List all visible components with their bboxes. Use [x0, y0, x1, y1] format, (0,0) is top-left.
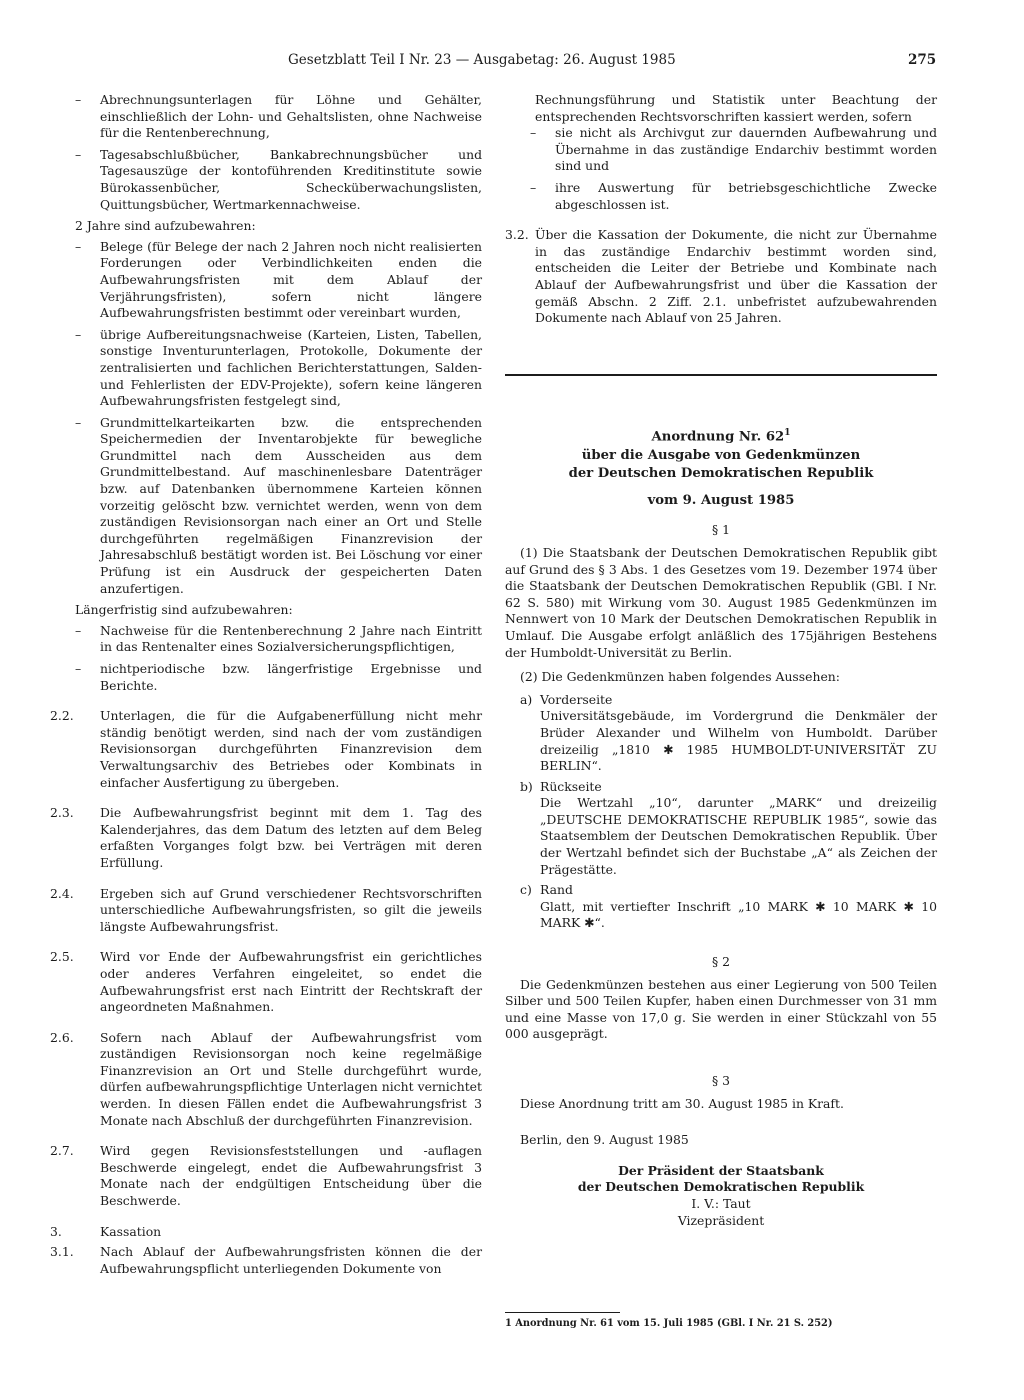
- list-item: – ihre Auswertung für betriebsgeschichtliche Zwecke abgeschlossen ist.: [530, 179, 937, 212]
- ordinance-title-line: der Deutschen Demokratischen Republik: [568, 466, 874, 482]
- section-divider: [505, 374, 937, 376]
- coin-side-item: c) Rand Glatt, mit vertiefter Inschrift „10 MARK ✱ 10 MARK ✱ 10 MARK ✱“.: [520, 882, 937, 931]
- section-3-text: Diese Anordnung tritt am 30. August 1985 in Kraft.: [520, 1095, 844, 1111]
- continuation-text: Rechnungsführung und Statistik unter Beachtung der entsprechenden Rechtsvorschriften kassiert werden, sofern: [535, 92, 937, 124]
- footnote-divider: [505, 1312, 620, 1313]
- signer-name: I. V.: Taut: [691, 1195, 751, 1211]
- numbered-paragraph: 3.1. Nach Ablauf der Aufbewahrungsfristen können die der Aufbewahrungspflicht unterliegenden Dokumente von: [50, 1244, 482, 1276]
- section-1-heading: § 1: [711, 522, 731, 538]
- place-date: Berlin, den 9. August 1985: [520, 1132, 689, 1148]
- numbered-paragraph: 2.2. Unterlagen, die für die Aufgabenerfüllung nicht mehr ständig benötigt werden, sind nach der vom zuständigen Revisionsorgan durchgeführten Finanzrevision dem Verwaltungsarchiv des Betriebes oder Kombinats in einfacher Ausfertigung zu übergeben.: [50, 708, 482, 790]
- coin-side-item: b) Rückseite Die Wertzahl „10“, darunter „MARK“ und dreizeilig „DEUTSCHE DEMOKRATISCHE REPUBLIK 1985“, sowie das Staatsemblem der Deutschen Demokratischen Republik. Über der Wertzahl befindet sich der Buchstabe „A“ als Zeichen der Prägestätte.: [520, 778, 937, 877]
- section-2-text: Die Gedenkmünzen bestehen aus einer Legierung von 500 Teilen Silber und 500 Teilen Kupfer, haben einen Durchmesser von 31 mm und eine Masse von 17,0 g. Sie werden in einer Stückzahl von 55 000 ausgeprägt.: [505, 976, 937, 1042]
- retention-2-years-heading: 2 Jahre sind aufzubewahren:: [75, 218, 256, 234]
- section-1-paragraph-1: (1) Die Staatsbank der Deutschen Demokratischen Republik gibt auf Grund des § 3 Abs. 1 des Gesetzes vom 19. Dezember 1974 über die Staatsbank der Deutschen Demokratischen Republik (GBl. I Nr. 62 S. 580) mit Wirkung vom 30. August 1985 Gedenkmünzen im Nennwert von 10 Mark der Deutschen Demokratischen Republik in Umlauf. Die Ausgabe erfolgt anläßlich des 175jährigen Bestehens der Humboldt-Universität zu Berlin.: [505, 544, 937, 660]
- signer-title: Der Präsident der Staatsbank: [618, 1162, 824, 1178]
- left-column: [50, 92, 482, 1291]
- section-2-heading: § 2: [711, 954, 731, 970]
- numbered-paragraph: 2.3. Die Aufbewahrungsfrist beginnt mit dem 1. Tag des Kalenderjahres, das dem Datum des letzten auf dem Beleg erfaßten Vorganges folgt bzw. bei Verträgen mit deren Erfüllung.: [50, 805, 482, 870]
- coin-side-item: a) Vorderseite Universitätsgebäude, im Vordergrund die Denkmäler der Brüder Alexander und Wilhelm von Humboldt. Darüber dreizeilig „1810 ✱ 1985 HUMBOLDT-UNIVERSITÄT ZU BERLIN“.: [520, 691, 937, 774]
- signer-role: Vizepräsident: [677, 1212, 765, 1228]
- list-item: – Tagesabschlußbücher, Bankabrechnungsbücher und Tagesauszüge der kontoführenden Kreditinstitute sowie Bürokassenbücher, Schecküberwachungslisten, Quittungsbücher, Wertmarkennachweise.: [75, 146, 482, 212]
- list-item: – Grundmittelkarteikarten bzw. die entsprechenden Speichermedien der Inventarobjekte für bewegliche Grundmittel nach dem Ausscheiden aus dem Grundmittelbestand. Auf maschinenlesbare Datenträger bzw. auf Datenbanken übernommene Karteien können vorzeitig gelöscht bzw. vernichtet werden, wenn von dem zuständigen Revisionsorgan nach einer an Ort und Stelle durchgeführten regelmäßigen Finanzrevision der Jahresabschluß bestätigt worden ist. Bei Löschung vor einer Prüfung ist ein Ausdruck der gespeicherten Daten anzufertigen.: [75, 414, 482, 596]
- numbered-paragraph: 2.4. Ergeben sich auf Grund verschiedener Rechtsvorschriften unterschiedliche Aufbewahrungsfristen, so gilt die jeweils längste Aufbewahrungsfrist.: [50, 885, 482, 934]
- footnote: 1 Anordnung Nr. 61 vom 15. Juli 1985 (GBl. I Nr. 21 S. 252): [505, 1318, 833, 1329]
- ordinance-title-line: Anordnung Nr. 62: [651, 429, 785, 445]
- section-3-heading: § 3: [711, 1073, 731, 1089]
- section-1-paragraph-2: (2) Die Gedenkmünzen haben folgendes Aussehen:: [520, 669, 840, 685]
- numbered-paragraph: 2.5. Wird vor Ende der Aufbewahrungsfrist ein gerichtliches oder anderes Verfahren eingeleitet, so endet die Aufbewahrungsfrist erst nach Eintritt der Rechtskraft der angeordneten Maßnahmen.: [50, 949, 482, 1015]
- list-item: – sie nicht als Archivgut zur dauernden Aufbewahrung und Übernahme in das zuständige Endarchiv bestimmt worden sind und: [530, 125, 937, 174]
- list-item: – Abrechnungsunterlagen für Löhne und Gehälter, einschließlich der Lohn- und Gehaltslisten, ohne Nachweise für die Rentenberechnung,: [75, 92, 482, 141]
- list-item: – Belege (für Belege der nach 2 Jahren noch nicht realisierten Forderungen oder Verbindlichkeiten enden die Aufbewahrungsfristen mit dem Ablauf der Verjährungsfristen), sofern nicht längere Aufbewahrungsfristen bestimmt oder vereinbart wurden,: [75, 238, 482, 321]
- numbered-paragraph: 2.6. Sofern nach Ablauf der Aufbewahrungsfrist vom zuständigen Revisionsorgan noch keine regelmäßige Finanzrevision an Ort und Stelle durchgeführt wurde, dürfen aufbewahrungspflichtige Unterlagen nicht vernichtet werden. In diesen Fällen endet die Aufbewahrungsfrist 3 Monate nach Abschluß der durchgeführten Finanzrevision.: [50, 1029, 482, 1128]
- signer-title: der Deutschen Demokratischen Republik: [577, 1179, 865, 1195]
- ordinance-title: [505, 424, 937, 1229]
- retention-longer-heading: Längerfristig sind aufzubewahren:: [75, 602, 293, 618]
- numbered-paragraph: 3.2. Über die Kassation der Dokumente, die nicht zur Übernahme in das zuständige Endarchiv bestimmt worden sind, entscheiden die Leiter der Betriebe und Kombinate nach Ablauf der Aufbewahrungsfrist und über die Kassation der gemäß Abschn. 2 Ziff. 2.1. unbefristet aufzubewahrenden Dokumente nach Ablauf von 25 Jahren.: [505, 227, 937, 326]
- page-number: 275: [908, 52, 937, 68]
- ordinance-date: vom 9. August 1985: [647, 492, 795, 508]
- ordinance-title-line: über die Ausgabe von Gedenkmünzen: [581, 447, 861, 463]
- right-column: [505, 92, 937, 341]
- running-header: Gesetzblatt Teil I Nr. 23 — Ausgabetag: 26. August 1985: [288, 52, 676, 68]
- numbered-paragraph: 2.7. Wird gegen Revisionsfeststellungen und -auflagen Beschwerde eingelegt, endet die Aufbewahrungsfrist 3 Monate nach der endgültigen Entscheidung über die Beschwerde.: [50, 1143, 482, 1209]
- footnote-marker: 1: [784, 428, 791, 438]
- section-heading-kassation: 3. Kassation: [50, 1223, 162, 1239]
- list-item: – nichtperiodische bzw. längerfristige Ergebnisse und Berichte.: [75, 661, 482, 693]
- list-item: – übrige Aufbereitungsnachweise (Karteien, Listen, Tabellen, sonstige Inventurunterlagen, Protokolle, Dokumente der zentralisierten und fachlichen Berichterstattungen, Salden- und Fehlerlisten der EDV-Projekte), sofern keine längeren Aufbewahrungsfristen festgelegt sind,: [75, 326, 482, 409]
- list-item: – Nachweise für die Rentenberechnung 2 Jahre nach Eintritt in das Rentenalter eines Sozialversicherungspflichtigen,: [75, 622, 482, 655]
